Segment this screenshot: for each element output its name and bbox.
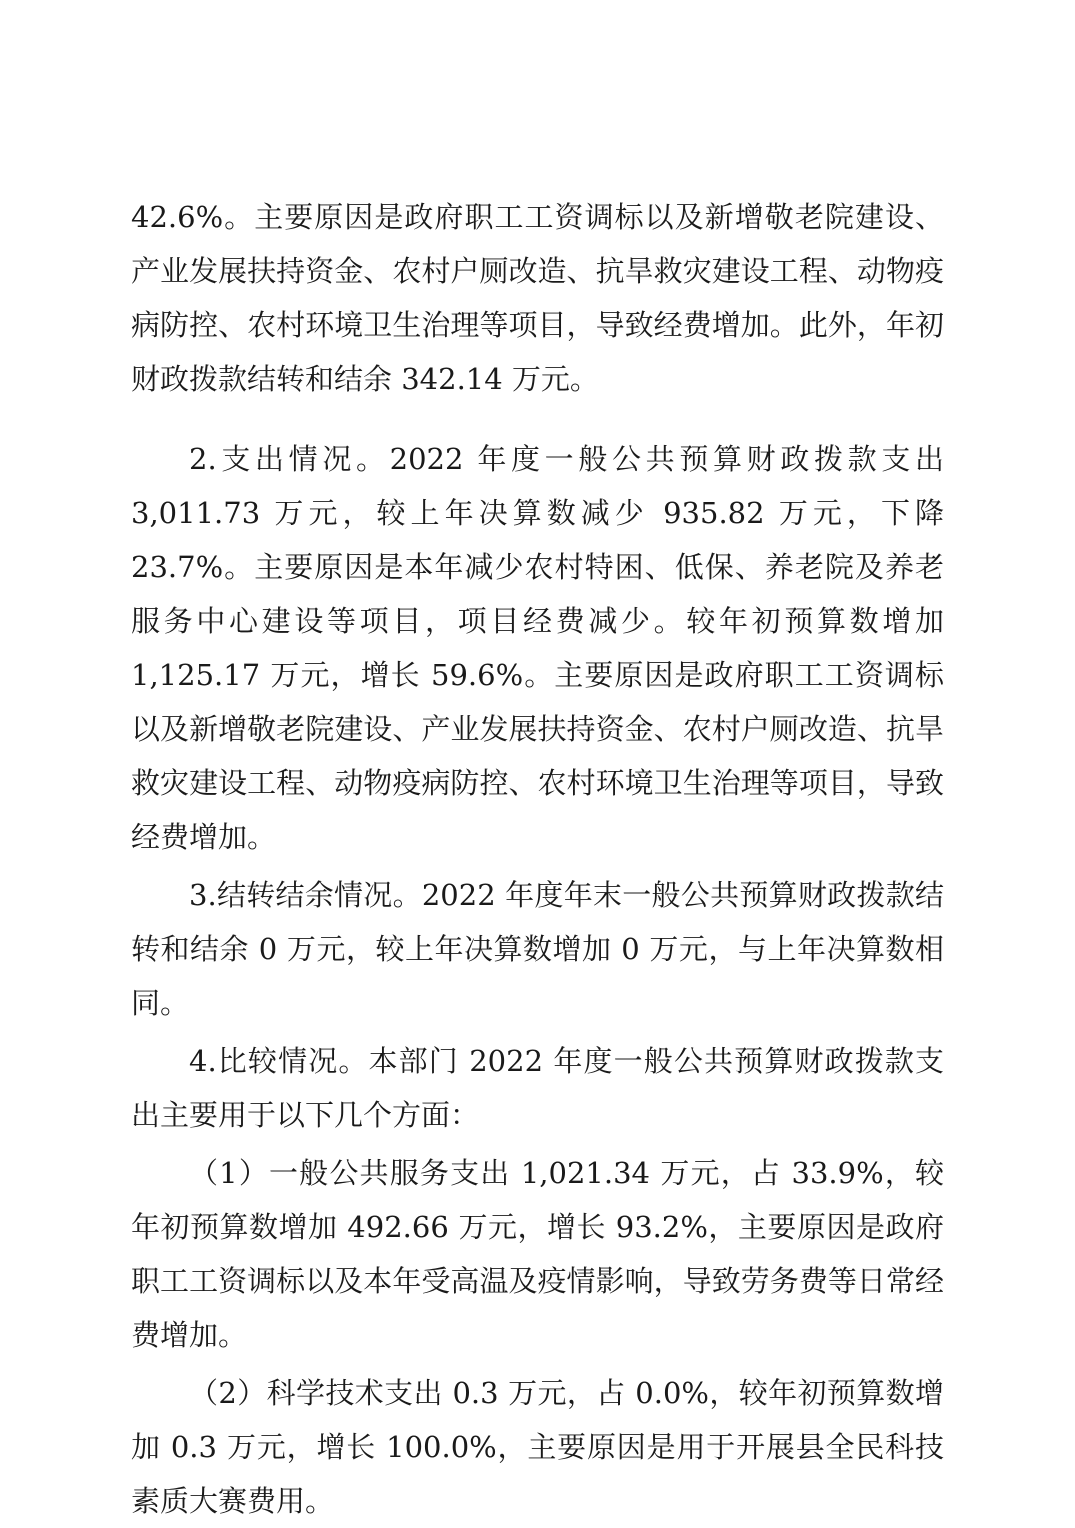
paragraph-expenditure: 2.支出情况。2022 年度一般公共预算财政拨款支出 3,011.73 万元，较上年决算数减少 935.82 万元，下降 23.7%。主要原因是本年减少农村特困、低保、养老院及养老服务中心建设等项目，项目经费减少。较年初预算数增加 1,125.17 万元，增长 59.6%。主要原因是政府职工工资调标以及新增敬老院建设、产业发展扶持资金、农村户厕改造、抗旱救灾建设工程、动物疫病防控、农村环境卫生治理等项目，导致经费增加。 (131, 442, 944, 854)
paragraph-comparison: 4.比较情况。本部门 2022 年度一般公共预算财政拨款支出主要用于以下几个方面： (131, 1044, 944, 1132)
paragraph-general-public-services: （1）一般公共服务支出 1,021.34 万元，占 33.9%，较年初预算数增加 492.66 万元，增长 93.2%，主要原因是政府职工工资调标以及本年受高温及疫情影响，导致劳务费等日常经费增加。 (131, 1156, 944, 1352)
document-body (131, 190, 944, 1528)
paragraph-carryover: 3.结转结余情况。2022 年度年末一般公共预算财政拨款结转和结余 0 万元，较上年决算数增加 0 万元，与上年决算数相同。 (131, 878, 944, 1020)
paragraph-science-technology: （2）科学技术支出 0.3 万元，占 0.0%，较年初预算数增加 0.3 万元，增长 100.0%，主要原因是用于开展县全民科技素质大赛费用。 (131, 1376, 944, 1518)
paragraph-continuation: 42.6%。主要原因是政府职工工资调标以及新增敬老院建设、产业发展扶持资金、农村户厕改造、抗旱救灾建设工程、动物疫病防控、农村环境卫生治理等项目，导致经费增加。此外，年初财政拨款结转和结余 342.14 万元。 (131, 200, 944, 396)
